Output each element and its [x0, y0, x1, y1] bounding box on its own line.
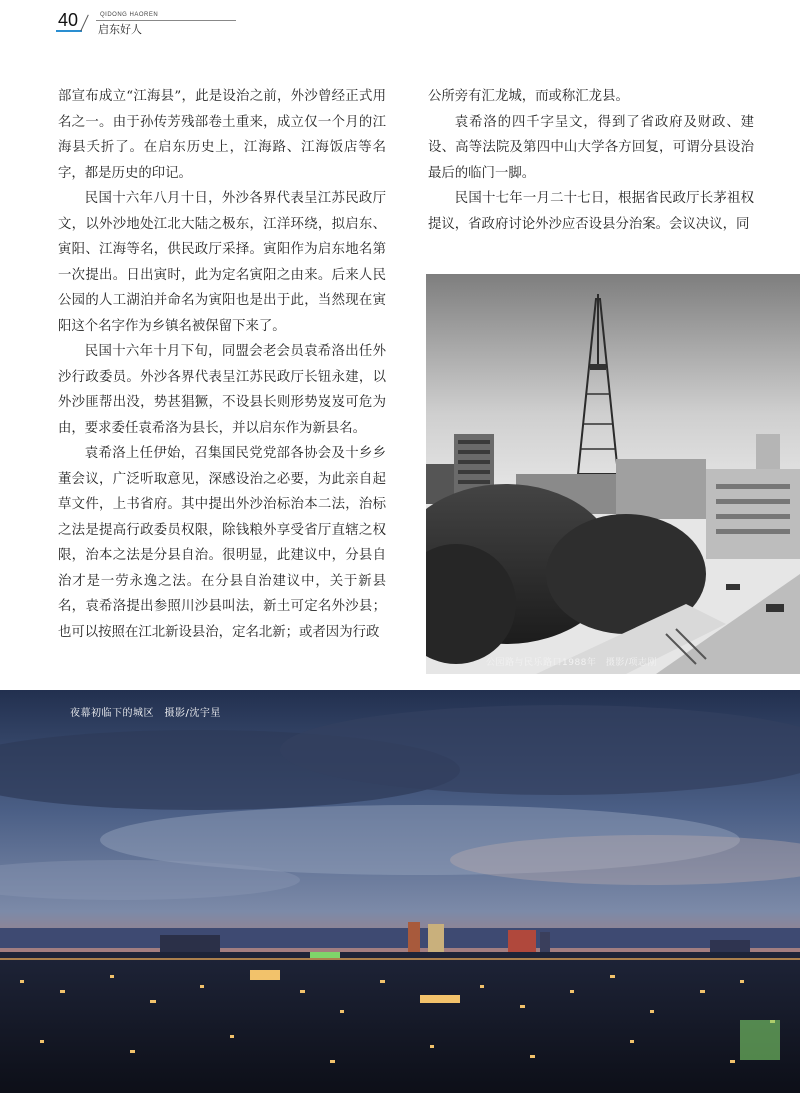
night-photo-caption: 夜幕初临下的城区 摄影/沈宇星 — [70, 708, 221, 719]
magazine-pinyin: QIDONG HAOREN — [100, 12, 159, 18]
paragraph: 公所旁有汇龙城，而或称汇龙县。 — [428, 89, 629, 104]
page-number: 40 — [58, 10, 79, 30]
left-text-column — [58, 84, 386, 645]
header-accent-rule — [56, 30, 82, 32]
paragraph: 民国十六年十月下旬，同盟会老会员袁希洛出任外沙行政委员。外沙各界代表呈江苏民政厅长钮永建，以外沙匪帮出没，势甚猖獗，不设县长则形势岌岌可危为由，要求委任袁希洛为县长，并以启东作为新县名。 — [58, 344, 386, 436]
historic-street-photo-image — [426, 274, 800, 674]
paragraph: 袁希洛上任伊始，召集国民党党部各协会及十乡乡董会议，广泛听取意见，深感设治之必要，为此亲自起草文件，上书省府。其中提出外沙治标治本二法，治标之法是提高行政委员权限，除钱粮外享受省厅直辖之权限，治本之法是分县自治。很明显，此建议中，分县自治才是一劳永逸之法。在分县自治建议中，关于新县名，袁希洛提出参照川沙县叫法，新土可定名外沙县；也可以按照在江北新设县治，定名北新；或者因为行政 — [58, 446, 386, 640]
historic-street-photo — [426, 274, 800, 674]
magazine-name: 启东好人 — [98, 23, 142, 36]
header-slash — [80, 15, 89, 32]
paragraph: 部宣布成立“江海县”，此是设治之前，外沙曾经正式用名之一。由于孙传芳残部卷土重来，成立仅一个月的江海县夭折了。在启东历史上，江海路、江海饭店等名字，都是历史的印记。 — [58, 89, 386, 181]
right-text-column — [428, 84, 754, 237]
paragraph: 民国十七年一月二十七日，根据省民政厅长茅祖权提议，省政府讨论外沙应否设县分治案。会议决议，同 — [428, 191, 754, 232]
night-city-photo — [0, 690, 800, 1093]
night-city-photo-image — [0, 690, 800, 1093]
paragraph: 袁希洛的四千字呈文，得到了省政府及财政、建设、高等法院及第四中山大学各方回复，可谓分县设治最后的临门一脚。 — [428, 114, 754, 181]
page-header — [56, 10, 256, 34]
historic-photo-caption: 公园路与民乐路口1988年 摄影/项志刚 — [486, 658, 657, 668]
paragraph: 民国十六年八月十日，外沙各界代表呈江苏民政厅文，以外沙地处江北大陆之极东，江洋环绕，拟启东、寅阳、江海等名，供民政厅采择。寅阳作为启东地名第一次提出。日出寅时，此为定名寅阳之由来。后来人民公园的人工湖泊并命名为寅阳也是出于此，当然现在寅阳这个名字作为乡镇名被保留下来了。 — [58, 191, 386, 334]
